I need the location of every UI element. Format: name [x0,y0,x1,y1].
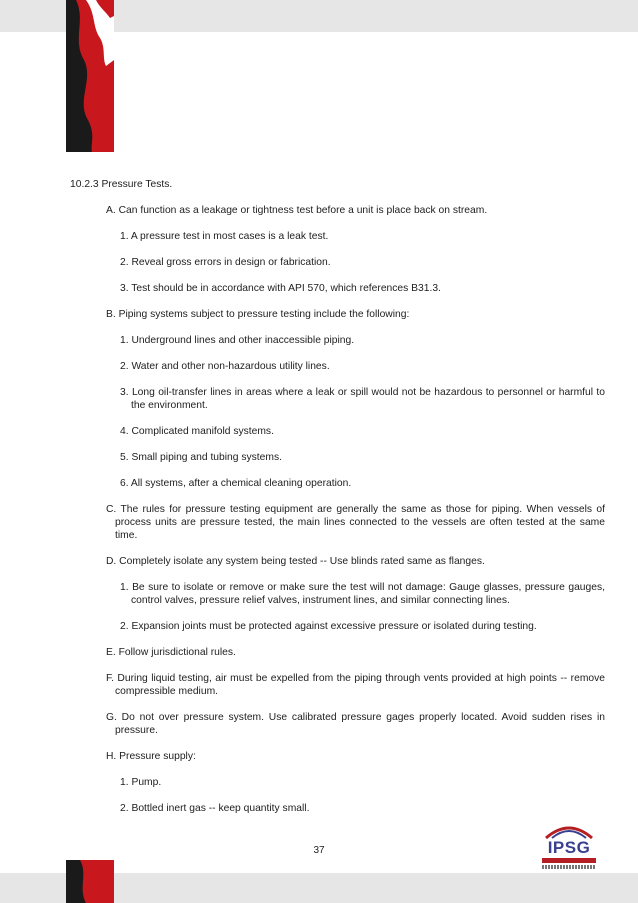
logo-bar [542,858,596,863]
sub-list-item: 3. Long oil-transfer lines in areas where a leak or spill would not be hazardous to personnel or harmful to the environment. [120,387,605,411]
list-item: A. Can function as a leakage or tightness test before a unit is place back on stream. [106,205,488,216]
footer-ribbon-decoration [66,860,114,903]
item-list [70,204,605,815]
sub-list-item: 1. Be sure to isolate or remove or make sure the test will not damage: Gauge glasses, pressure gauges, control valves, pressure relief valves, instrument lines, and similar connecting lines. [120,582,605,606]
list-item: D. Completely isolate any system being tested -- Use blinds rated same as flanges. [106,556,485,567]
list-item: G. Do not over pressure system. Use calibrated pressure gages properly located. Avoid sudden rises in pressure. [106,712,605,736]
sub-list-item: 2. Water and other non-hazardous utility lines. [120,361,330,372]
list-item: E. Follow jurisdictional rules. [106,647,236,658]
sub-list-item: 5. Small piping and tubing systems. [120,452,282,463]
sub-list-item: 2. Expansion joints must be protected against excessive pressure or isolated during testing. [120,621,537,632]
sub-list-item: 4. Complicated manifold systems. [120,426,274,437]
sub-list-item: 3. Test should be in accordance with API 570, which references B31.3. [120,283,441,294]
list-item: C. The rules for pressure testing equipment are generally the same as those for piping. When vessels of process units are pressure tested, the main lines connected to the vessels are often tested at the same time. [106,504,605,541]
sub-list-item: 6. All systems, after a chemical cleaning operation. [120,478,352,489]
sub-list-item: 1. A pressure test in most cases is a leak test. [120,231,329,242]
header-ribbon-decoration [66,0,114,152]
list-item: B. Piping systems subject to pressure testing include the following: [106,309,410,320]
sub-list-item: 1. Underground lines and other inaccessible piping. [120,335,355,346]
list-item: F. During liquid testing, air must be expelled from the piping through vents provided at high points -- remove compressible medium. [106,673,605,697]
list-item: H. Pressure supply: [106,751,196,762]
document-body [70,178,605,828]
sub-list-item: 2. Reveal gross errors in design or fabrication. [120,257,331,268]
logo-text: IPSG [547,838,591,857]
ipsg-logo [536,822,602,872]
sub-list-item: 1. Pump. [120,777,162,788]
section-heading: 10.2.3 Pressure Tests. [70,179,173,190]
sub-list-item: 2. Bottled inert gas -- keep quantity small. [120,803,310,814]
page-number: 37 [313,845,325,856]
logo-foot-pattern [542,865,596,869]
